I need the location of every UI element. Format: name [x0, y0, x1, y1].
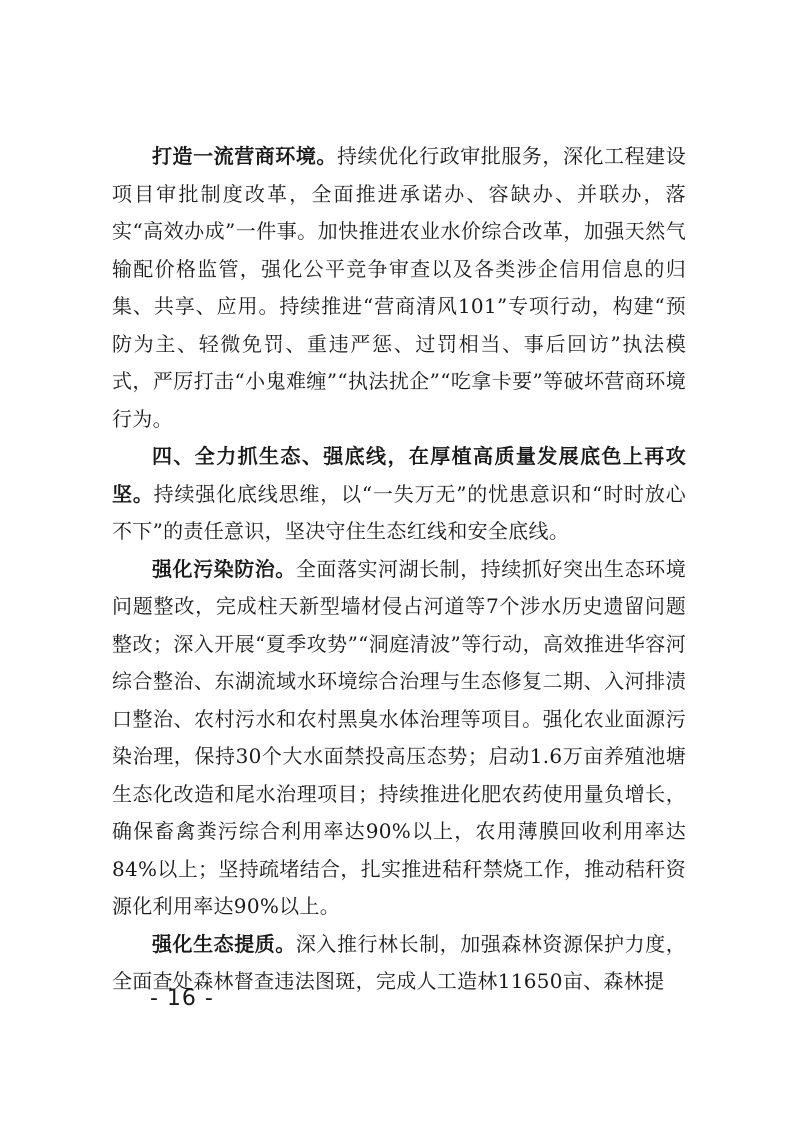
paragraph-lead: 强化生态提质。 — [152, 931, 296, 956]
paragraph-section-four — [112, 438, 686, 551]
paragraph-lead: 打造一流营商环境。 — [152, 144, 337, 168]
paragraph-text: 持续强化底线思维，以“一失万无”的忧患意识和“时时放心不下”的责任意识，坚决守住生态红线和安全底线。 — [112, 481, 686, 543]
paragraph-text: 持续优化行政审批服务，深化工程建设项目审批制度改革，全面推进承诺办、容缺办、并联办，落实“高效办成”一件事。加快推进农业水价综合改革，加强天然气输配价格监管，强化公平竞争审查以及各类涉企信用信息的归集、共享、应用。持续推进“营商清风101”专项行动，构建“预防为主、轻微免罚、重违严惩、过罚相当、事后回访”执法模式，严厉打击“小鬼难缠”“执法扰企”“吃拿卡要”等破坏营商环境行为。 — [112, 144, 686, 431]
paragraph-pollution-control — [112, 551, 686, 926]
document-body — [112, 138, 686, 1001]
paragraph-business-environment — [112, 138, 686, 438]
page-number: - 16 - — [150, 986, 214, 1011]
paragraph-lead: 强化污染防治。 — [152, 556, 296, 581]
paragraph-text: 全面落实河湖长制，持续抓好突出生态环境问题整改，完成柱天新型墙材侵占河道等7个涉水历史遗留问题整改；深入开展“夏季攻势”“洞庭清波”等行动，高效推进华容河综合整治、东湖流域水环境综合治理与生态修复二期、入河排渍口整治、农村污水和农村黑臭水体治理等项目。强化农业面源污染治理，保持30个大水面禁投高压态势；启动1.6万亩养殖池塘生态化改造和尾水治理项目；持续推进化肥农药使用量负增长，确保畜禽粪污综合利用率达90%以上，农用薄膜回收利用率达84%以上；坚持疏堵结合，扎实推进秸秆禁烧工作，推动秸秆资源化利用率达90%以上。 — [112, 556, 686, 918]
paragraph-text: 深入推行林长制，加强森林资源保护力度，全面查处森林督查违法图斑，完成人工造林11650亩、森林提 — [112, 931, 686, 993]
section-heading: 四、全力抓生态、强底线，在厚植高质量发展底色上再攻坚。 — [112, 444, 686, 506]
